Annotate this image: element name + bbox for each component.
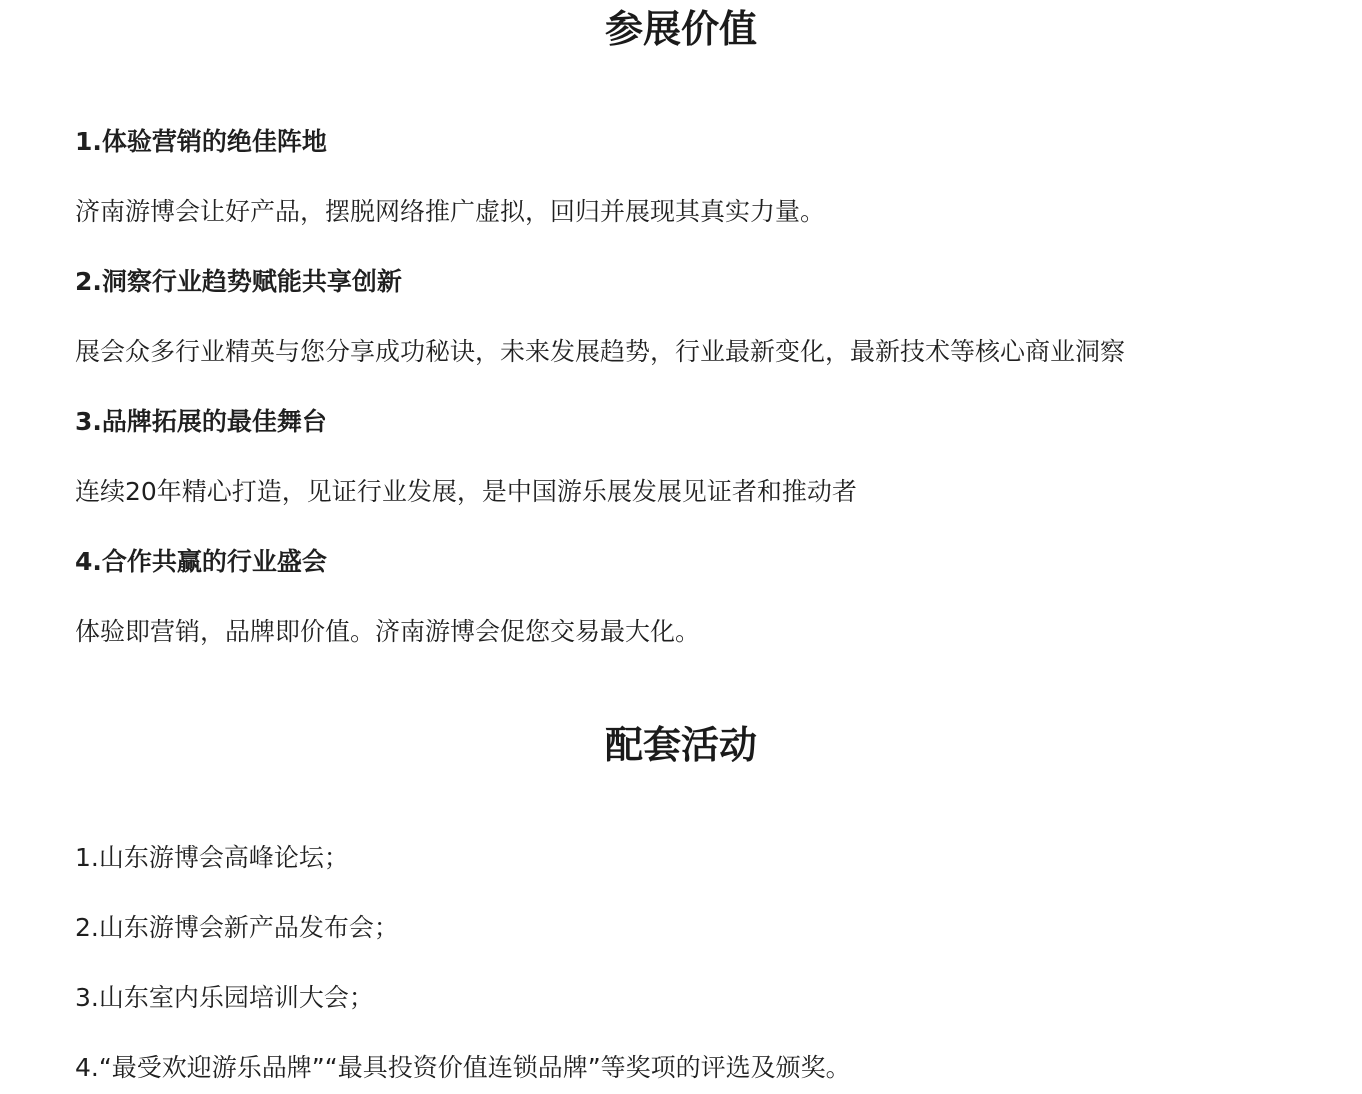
value-heading-4: 4.合作共赢的行业盛会 (75, 547, 327, 576)
value-heading-3: 3.品牌拓展的最佳舞台 (75, 407, 327, 436)
section-title-supporting-activities: 配套活动 (604, 723, 757, 767)
section-title-exhibition-value: 参展价值 (604, 7, 757, 51)
value-text-4: 体验即营销，品牌即价值。济南游博会促您交易最大化。 (75, 617, 701, 646)
value-text-1: 济南游博会让好产品，摆脱网络推广虚拟，回归并展现其真实力量。 (75, 197, 826, 226)
value-text-3: 连续20年精心打造，见证行业发展，是中国游乐展发展见证者和推动者 (75, 477, 857, 506)
activity-item-4: 4.“最受欢迎游乐品牌”“最具投资价值连锁品牌”等奖项的评选及颁奖。 (75, 1053, 851, 1082)
activity-item-1: 1.山东游博会高峰论坛； (75, 843, 349, 872)
activity-item-3: 3.山东室内乐园培训大会； (75, 983, 374, 1012)
value-text-2: 展会众多行业精英与您分享成功秘诀，未来发展趋势，行业最新变化，最新技术等核心商业洞察 (75, 337, 1126, 366)
value-heading-2: 2.洞察行业趋势赋能共享创新 (75, 267, 402, 296)
activity-item-2: 2.山东游博会新产品发布会； (75, 913, 399, 942)
value-heading-1: 1.体验营销的绝佳阵地 (75, 127, 327, 156)
